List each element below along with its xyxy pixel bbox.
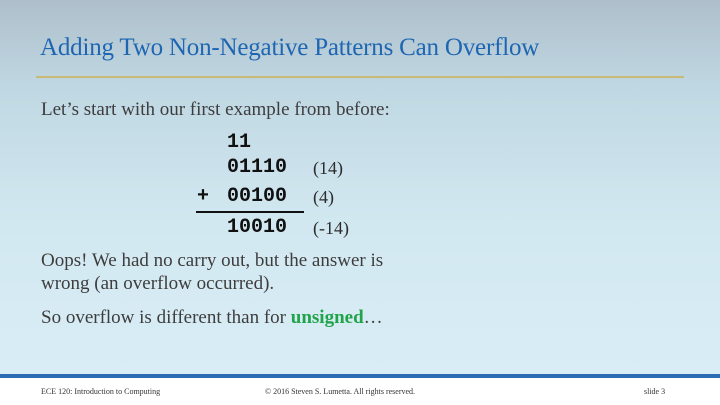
footer-course: ECE 120: Introduction to Computing <box>41 387 161 396</box>
oops-line-2: wrong (an overflow occurred). <box>41 273 275 294</box>
sum-line <box>196 211 304 213</box>
operand-2: 00100 <box>227 185 288 208</box>
footer-slide-number: slide 3 <box>644 387 666 396</box>
plus-operator: + <box>197 185 210 208</box>
unsigned-emphasis: unsigned <box>290 307 364 328</box>
intro-text: Let’s start with our first example from before: <box>41 99 390 120</box>
conclusion-text <box>41 307 383 329</box>
operand-1-value: (14) <box>313 158 343 178</box>
footer-copyright: © 2016 Steven S. Lumetta. All rights reserved. <box>265 387 416 396</box>
carry-bits: 11 <box>227 131 252 154</box>
slide-title: Adding Two Non-Negative Patterns Can Overflow <box>40 34 540 61</box>
sum-result: 10010 <box>227 216 288 239</box>
conclusion-prefix: So overflow is different than for <box>41 307 291 328</box>
operand-1: 01110 <box>227 156 288 179</box>
operand-2-value: (4) <box>313 187 334 207</box>
title-divider <box>36 76 684 78</box>
sum-result-value: (-14) <box>313 218 349 238</box>
conclusion-suffix: … <box>363 307 383 328</box>
oops-line-1: Oops! We had no carry out, but the answer is <box>41 250 384 271</box>
